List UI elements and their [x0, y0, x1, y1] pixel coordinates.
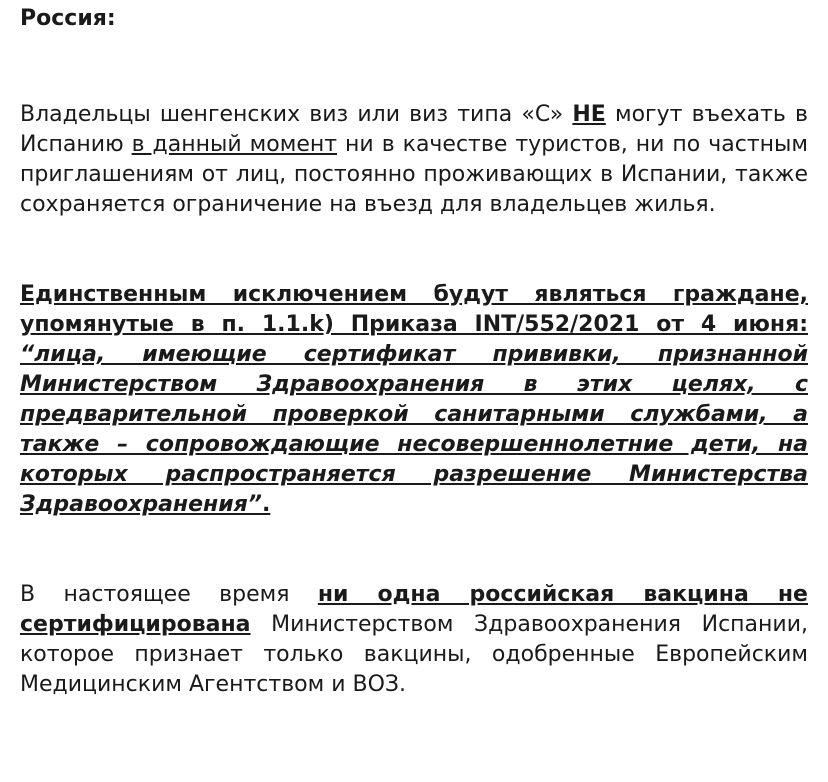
paragraph-entry-restrictions [20, 100, 808, 220]
emphasis-not: НЕ [572, 102, 606, 127]
emphasis-not-certified: ни одна российская вакцина не сертифицирована [20, 582, 808, 637]
section-heading: Россия: [20, 6, 116, 31]
text-segment: . [261, 492, 271, 517]
underlined-at-moment: в данный момент [131, 132, 338, 157]
paragraph-exception [20, 280, 808, 520]
paragraph-vaccine-status [20, 580, 808, 700]
text-segment: могут въехать в Испанию [20, 102, 808, 157]
text-segment: В настоящее время [20, 582, 318, 607]
text-segment: ни в качестве туристов, ни по частным приглашениям от лиц, постоянно проживающих в Испании, также сохраняется ограничение на въезд для владельцев жилья. [20, 132, 808, 217]
text-segment: Единственным исключением будут являться граждане, упомянутые в п. 1.1.k) Приказа INT/552/2021 от 4 июня: [20, 282, 808, 337]
text-segment: Владельцы шенгенских виз или виз типа «C» [20, 102, 573, 127]
document-page [20, 0, 808, 700]
text-segment: Министерством Здравоохранения Испании, которое признает только вакцины, одобренные Европейским Медицинским Агентством и ВОЗ. [20, 612, 808, 697]
quoted-order-text: “лица, имеющие сертификат прививки, признанной Министерством Здравоохранения в этих целях, с предварительной проверкой санитарными службами, а также – сопровождающие несовершеннолетние дети, на которых распространяется разрешение Министерства Здравоохранения” [20, 342, 808, 517]
